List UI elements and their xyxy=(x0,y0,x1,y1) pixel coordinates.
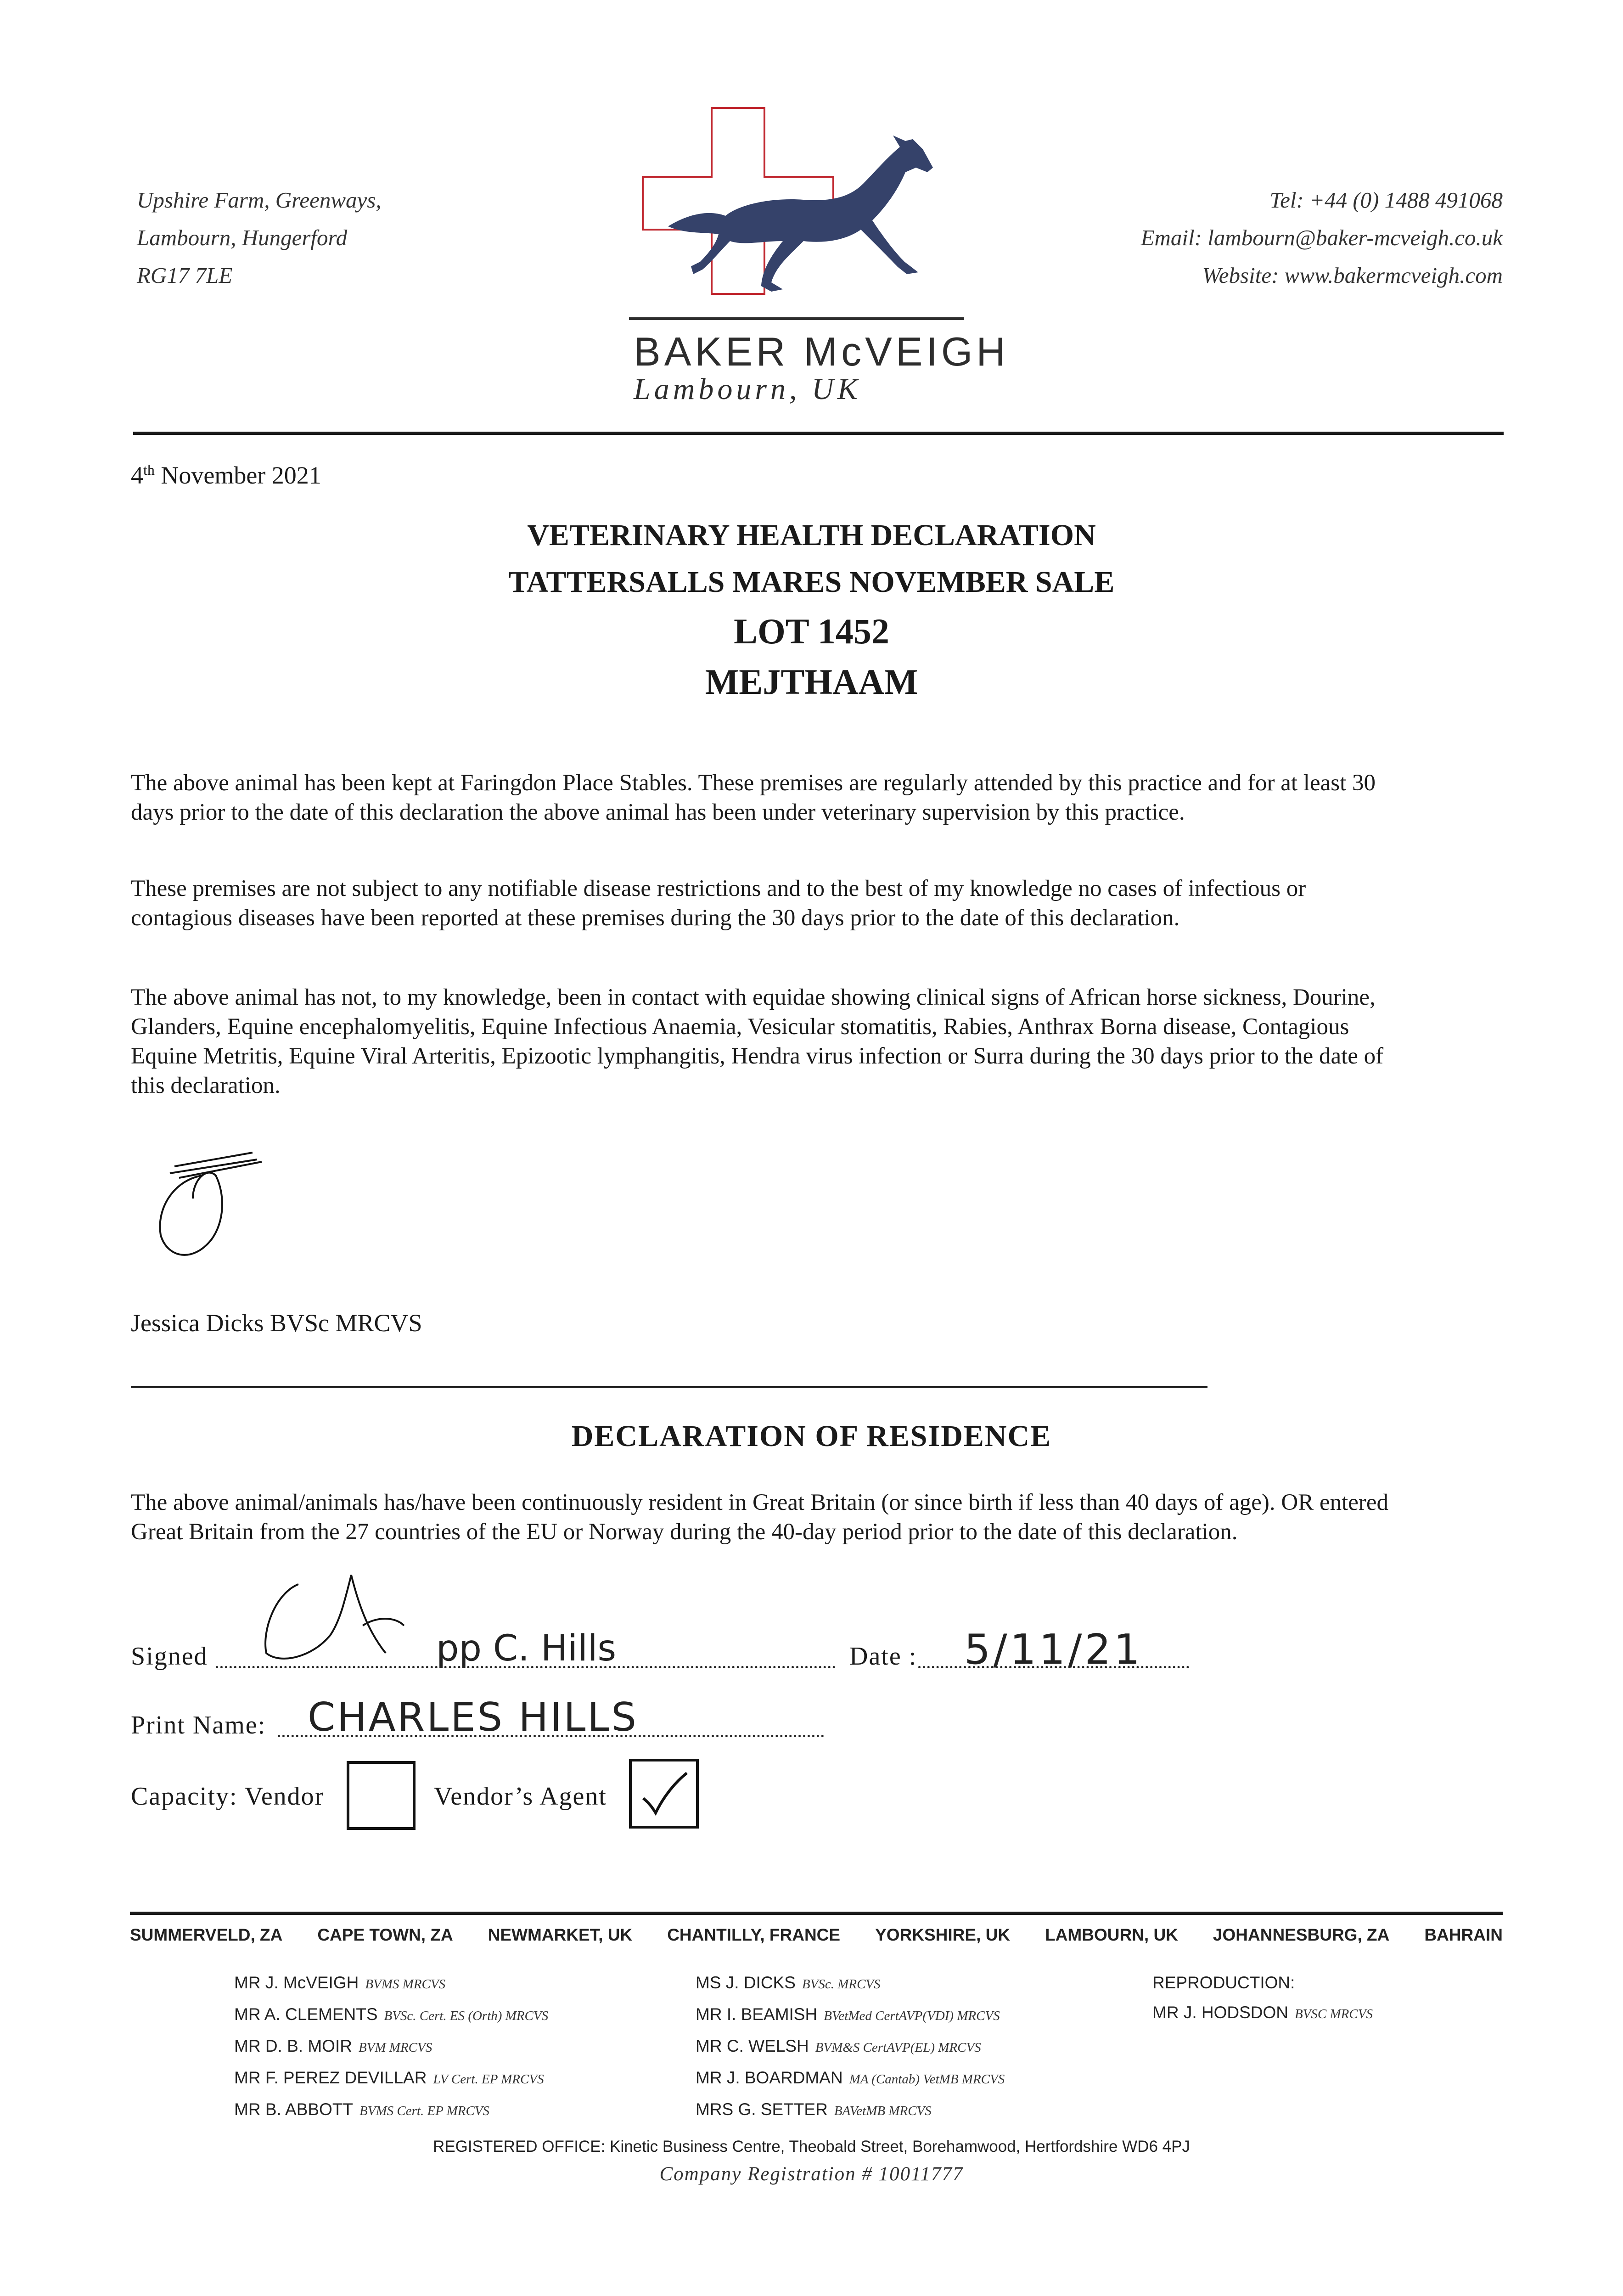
staff-entry xyxy=(696,2094,1005,2126)
staff-qualification: MA (Cantab) VetMB MRCVS xyxy=(849,2072,1005,2087)
practice-address xyxy=(137,181,382,294)
staff-entry xyxy=(234,1999,548,2031)
vendor-checkbox[interactable] xyxy=(347,1761,416,1830)
location-item: LAMBOURN, UK xyxy=(1045,1925,1178,1944)
staff-entry xyxy=(234,2031,548,2063)
staff-entry xyxy=(696,2031,1005,2063)
staff-entry xyxy=(696,1999,1005,2031)
paragraph-premises: The above animal has been kept at Faringdon Place Stables. These premises are regularly attended by this practice and for at least 30 days prior to the date of this declaration the above animal has been under veterinary supervision by this practice. xyxy=(131,770,1376,825)
registered-office-label: REGISTERED OFFICE: xyxy=(433,2138,606,2155)
address-line: Lambourn, Hungerford xyxy=(137,225,348,250)
office-locations xyxy=(130,1925,1503,1945)
handwritten-date: 5/11/21 xyxy=(964,1626,1143,1674)
location-item: YORKSHIRE, UK xyxy=(875,1925,1011,1944)
title-sale: TATTERSALLS MARES NOVEMBER SALE xyxy=(508,565,1115,599)
date-day: 4 xyxy=(131,461,143,489)
staff-qualification: BVMS Cert. EP MRCVS xyxy=(359,2104,490,2118)
footer-divider xyxy=(130,1912,1503,1915)
staff-entry xyxy=(234,1968,548,1999)
date-rest: November 2021 xyxy=(154,461,321,489)
vendor-agent-label: Vendor’s Agent xyxy=(434,1782,607,1811)
signed-label: Signed xyxy=(131,1642,208,1671)
logo-rule xyxy=(629,317,964,320)
section-divider xyxy=(131,1386,1207,1388)
residence-text: The above animal/animals has/have been continuously resident in Great Britain (or since birth if less than 40 days of age). OR entered Great Britain from the 27 countries of the EU or Norway during the 40-day period prior to the date of this declaration. xyxy=(131,1490,1389,1545)
vet-signature xyxy=(147,1148,312,1267)
location-item: CHANTILLY, FRANCE xyxy=(667,1925,841,1944)
staff-name: MRS G. SETTER xyxy=(696,2100,828,2119)
checkmark-icon xyxy=(632,1761,696,1826)
paragraph-restrictions: These premises are not subject to any notifiable disease restrictions and to the best of my knowledge no cases of infectious or contagious diseases have been reported at these premises during the 30 days prior to the date of this declaration. xyxy=(131,876,1306,931)
staff-column-1 xyxy=(234,1968,548,2126)
staff-name: MR C. WELSH xyxy=(696,2037,809,2055)
address-line: Upshire Farm, Greenways, xyxy=(137,187,382,213)
reproduction-column xyxy=(1152,1968,1373,2029)
registered-office xyxy=(0,2138,1623,2156)
staff-entry xyxy=(696,2063,1005,2094)
handwritten-pp: pp C. Hills xyxy=(436,1628,617,1669)
email-line: Email: lambourn@baker-mcveigh.co.uk xyxy=(1140,225,1503,250)
practice-contact xyxy=(1141,181,1503,294)
company-registration: Company Registration # 10011777 xyxy=(659,2163,964,2185)
handwritten-name: CHARLES HILLS xyxy=(308,1694,638,1740)
staff-qualification: BVM&S CertAVP(EL) MRCVS xyxy=(815,2040,981,2055)
staff-qualification: BVetMed CertAVP(VDI) MRCVS xyxy=(824,2009,1000,2023)
staff-name: MR I. BEAMISH xyxy=(696,2005,818,2024)
vendor-agent-checkbox[interactable] xyxy=(629,1759,699,1829)
title-declaration: VETERINARY HEALTH DECLARATION xyxy=(527,518,1096,552)
location-item: NEWMARKET, UK xyxy=(488,1925,633,1944)
brand-location: Lambourn, UK xyxy=(634,372,861,406)
staff-entry xyxy=(696,1968,1005,1999)
staff-qualification: LV Cert. EP MRCVS xyxy=(433,2072,544,2087)
location-item: CAPE TOWN, ZA xyxy=(317,1925,453,1944)
lot-number: LOT 1452 xyxy=(734,611,889,651)
staff-name: MR J. McVEIGH xyxy=(234,1973,359,1992)
horse-name: MEJTHAAM xyxy=(705,662,918,702)
galloping-horse-icon xyxy=(668,135,933,292)
phone-line: Tel: +44 (0) 1488 491068 xyxy=(1269,187,1503,213)
location-item: JOHANNESBURG, ZA xyxy=(1213,1925,1390,1944)
staff-name: MS J. DICKS xyxy=(696,1973,796,1992)
vet-name: Jessica Dicks BVSc MRCVS xyxy=(131,1309,422,1337)
staff-qualification: BVMS MRCVS xyxy=(365,1977,446,1992)
staff-name: MR J. BOARDMAN xyxy=(696,2068,843,2087)
staff-entry xyxy=(1152,1998,1373,2029)
registered-office-address: Kinetic Business Centre, Theobald Street, Borehamwood, Hertfordshire WD6 4PJ xyxy=(610,2138,1190,2155)
staff-qualification: BVSc. MRCVS xyxy=(802,1977,881,1992)
staff-name: MR J. HODSDON xyxy=(1152,2003,1288,2022)
staff-name: MR B. ABBOTT xyxy=(234,2100,354,2119)
staff-name: MR D. B. MOIR xyxy=(234,2037,352,2055)
baker-mcveigh-logo xyxy=(624,103,983,324)
staff-entry xyxy=(234,2063,548,2094)
reproduction-label: REPRODUCTION: xyxy=(1152,1973,1295,1992)
print-name-label: Print Name: xyxy=(131,1711,266,1739)
capacity-vendor-label: Capacity: Vendor xyxy=(131,1782,325,1811)
brand-name: BAKER McVEIGH xyxy=(634,329,1009,374)
signer-signature xyxy=(248,1557,413,1676)
location-item: SUMMERVELD, ZA xyxy=(130,1925,283,1944)
staff-name: MR F. PEREZ DEVILLAR xyxy=(234,2068,427,2087)
document-date xyxy=(131,461,321,490)
staff-qualification: BVSC MRCVS xyxy=(1295,2007,1373,2021)
staff-qualification: BVM MRCVS xyxy=(358,2040,432,2055)
date-suffix: th xyxy=(143,461,155,478)
header-divider xyxy=(133,432,1504,435)
website-line: Website: www.bakermcveigh.com xyxy=(1202,263,1503,288)
staff-entry xyxy=(234,2094,548,2126)
paragraph-contact: The above animal has not, to my knowledge, been in contact with equidae showing clinical signs of African horse sickness, Dourine, Glanders, Equine encephalomyelitis, Equine Infectious Anaemia, Vesicular stomatitis, Rabies, Anthrax Borna disease, Contagious Equine Metritis, Equine Viral Arteritis, Epizootic lymphangitis, Hendra virus infection or Surra during the 30 days prior to the date of this declaration. xyxy=(131,985,1384,1098)
date-label: Date : xyxy=(849,1642,917,1671)
location-item: BAHRAIN xyxy=(1424,1925,1503,1944)
staff-qualification: BAVetMB MRCVS xyxy=(834,2104,932,2118)
residence-title: DECLARATION OF RESIDENCE xyxy=(571,1419,1052,1453)
address-line: RG17 7LE xyxy=(137,263,233,288)
staff-qualification: BVSc. Cert. ES (Orth) MRCVS xyxy=(384,2009,549,2023)
staff-name: MR A. CLEMENTS xyxy=(234,2005,378,2024)
staff-column-2 xyxy=(696,1968,1005,2126)
